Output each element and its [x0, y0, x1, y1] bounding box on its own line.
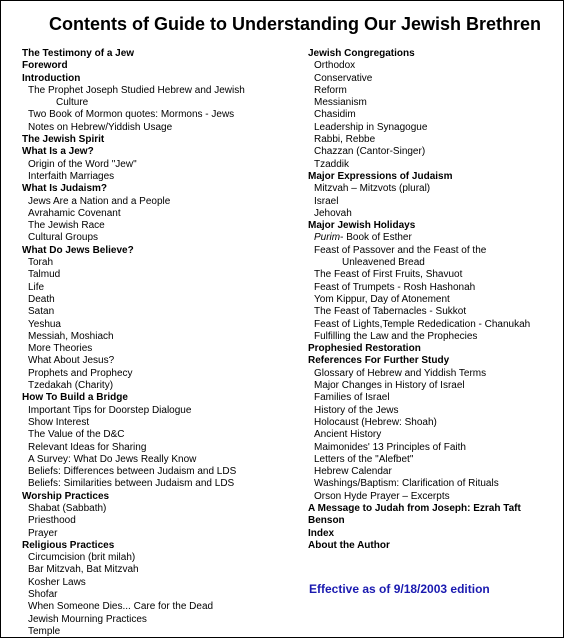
- toc-section-heading: Major Expressions of Judaism: [308, 170, 453, 182]
- toc-entry: Shabat (Sabbath): [28, 502, 107, 514]
- toc-section-heading: Foreword: [22, 60, 68, 72]
- toc-entry: The Prophet Joseph Studied Hebrew and Jewish: [28, 84, 245, 96]
- toc-entry: Beliefs: Differences between Judaism and LDS: [28, 466, 237, 478]
- toc-section-heading: References For Further Study: [308, 355, 450, 367]
- toc-right-column: [308, 48, 558, 552]
- toc-entry: Important Tips for Doorstep Dialogue: [28, 404, 192, 416]
- toc-entry: Glossary of Hebrew and Yiddish Terms: [314, 367, 487, 379]
- toc-entry: Jews Are a Nation and a People: [28, 195, 171, 207]
- toc-section-heading: Jewish Congregations: [308, 48, 415, 59]
- toc-section-heading: The Jewish Spirit: [22, 134, 105, 146]
- toc-section-heading: A Message to Judah from Joseph: Ezrah Taft: [308, 502, 521, 514]
- toc-entry: Leadership in Synagogue: [314, 121, 428, 133]
- toc-entry: Reform: [314, 84, 347, 96]
- toc-entry: Talmud: [28, 269, 61, 281]
- toc-entry: Two Book of Mormon quotes: Mormons - Jews: [28, 109, 235, 121]
- toc-entry: Death: [28, 293, 55, 305]
- toc-section-heading: What Is a Jew?: [22, 146, 94, 158]
- toc-entry: The Feast of First Fruits, Shavuot: [314, 269, 463, 281]
- toc-section-heading: Major Jewish Holidays: [308, 220, 416, 232]
- toc-entry: The Value of the D&C: [28, 429, 125, 441]
- toc-entry: Orthodox: [314, 60, 356, 72]
- toc-entry: More Theories: [28, 343, 93, 355]
- toc-entry: Feast of Passover and the Feast of the: [314, 244, 487, 256]
- toc-entry: Families of Israel: [314, 392, 390, 404]
- toc-entry: Chazzan (Cantor-Singer): [314, 146, 426, 158]
- toc-section-heading: What Do Jews Believe?: [22, 244, 134, 256]
- toc-entry: Yeshua: [28, 318, 61, 330]
- toc-entry: Letters of the "Alefbet": [314, 453, 414, 465]
- toc-entry: Purim- Book of Esther: [314, 232, 412, 244]
- toc-entry: Maimonides' 13 Principles of Faith: [314, 441, 466, 453]
- toc-entry: Feast of Trumpets - Rosh Hashonah: [314, 281, 476, 293]
- toc-entry: Cultural Groups: [28, 232, 99, 244]
- toc-entry: Interfaith Marriages: [28, 170, 115, 182]
- edition-note: Effective as of 9/18/2003 edition: [309, 582, 490, 596]
- toc-section-heading: How To Build a Bridge: [22, 392, 128, 404]
- toc-entry: Tzaddik: [314, 158, 350, 170]
- toc-entry: Kosher Laws: [28, 576, 86, 588]
- toc-section-heading: Introduction: [22, 72, 81, 84]
- toc-entry: Ancient History: [314, 429, 382, 441]
- page-title: Contents of Guide to Understanding Our Jewish Brethren: [48, 14, 542, 34]
- toc-entry: Israel: [314, 195, 339, 207]
- toc-entry: Messiah, Moshiach: [28, 330, 114, 342]
- toc-entry: Bar Mitzvah, Bat Mitzvah: [28, 564, 139, 576]
- toc-section-heading: Index: [308, 527, 335, 539]
- toc-entry: Tzedakah (Charity): [28, 380, 114, 392]
- toc-entry: Messianism: [314, 97, 367, 109]
- toc-section-heading: The Testimony of a Jew: [22, 48, 135, 59]
- toc-section-heading: Benson: [308, 515, 345, 527]
- toc-entry: Holocaust (Hebrew: Shoah): [314, 416, 437, 428]
- toc-entry: Circumcision (brit milah): [28, 552, 136, 564]
- toc-entry: The Jewish Race: [28, 220, 105, 232]
- toc-entry: Fulfilling the Law and the Prophecies: [314, 330, 478, 342]
- toc-entry: Jewish Mourning Practices: [28, 613, 147, 625]
- toc-entry: Life: [28, 281, 45, 293]
- toc-entry: Shofar: [28, 589, 58, 601]
- toc-entry: A Survey: What Do Jews Really Know: [28, 453, 197, 465]
- toc-entry: Washings/Baptism: Clarification of Rituals: [314, 478, 499, 490]
- toc-entry: Relevant Ideas for Sharing: [28, 441, 147, 453]
- toc-entry: History of the Jews: [314, 404, 399, 416]
- toc-entry: Priesthood: [28, 515, 76, 527]
- toc-entry: Notes on Hebrew/Yiddish Usage: [28, 121, 173, 133]
- toc-section-heading: Prophesied Restoration: [308, 343, 421, 355]
- toc-entry: Rabbi, Rebbe: [314, 134, 376, 146]
- toc-entry: Feast of Lights,Temple Rededication - Chanukah: [314, 318, 531, 330]
- toc-entry: Mitzvah – Mitzvots (plural): [314, 183, 431, 195]
- toc-entry: Prophets and Prophecy: [28, 367, 133, 379]
- toc-section-heading: Worship Practices: [22, 490, 110, 502]
- toc-entry: Avrahamic Covenant: [28, 207, 121, 219]
- toc-left-column: [22, 48, 292, 638]
- toc-entry: Prayer: [28, 527, 58, 539]
- toc-entry: Hebrew Calendar: [314, 466, 392, 478]
- toc-entry: Show Interest: [28, 416, 90, 428]
- toc-entry: Satan: [28, 306, 55, 318]
- toc-entry: Torah: [28, 257, 54, 269]
- toc-entry: Major Changes in History of Israel: [314, 380, 465, 392]
- toc-entry: Unleavened Bread: [342, 257, 425, 269]
- toc-entry: Conservative: [314, 72, 373, 84]
- toc-entry: The Feast of Tabernacles - Sukkot: [314, 306, 467, 318]
- toc-entry: Yom Kippur, Day of Atonement: [314, 293, 450, 305]
- toc-section-heading: Religious Practices: [22, 539, 115, 551]
- toc-entry: Chasidim: [314, 109, 356, 121]
- toc-entry: Beliefs: Similarities between Judaism and LDS: [28, 478, 235, 490]
- toc-entry: Origin of the Word "Jew": [28, 158, 137, 170]
- toc-entry: Orson Hyde Prayer – Excerpts: [314, 490, 450, 502]
- toc-entry: Culture: [56, 97, 89, 109]
- toc-entry: When Someone Dies... Care for the Dead: [28, 601, 214, 613]
- toc-entry: Jehovah: [314, 207, 352, 219]
- toc-section-heading: About the Author: [308, 539, 390, 551]
- toc-entry: Temple: [28, 625, 61, 637]
- toc-section-heading: What Is Judaism?: [22, 183, 108, 195]
- toc-entry: What About Jesus?: [28, 355, 115, 367]
